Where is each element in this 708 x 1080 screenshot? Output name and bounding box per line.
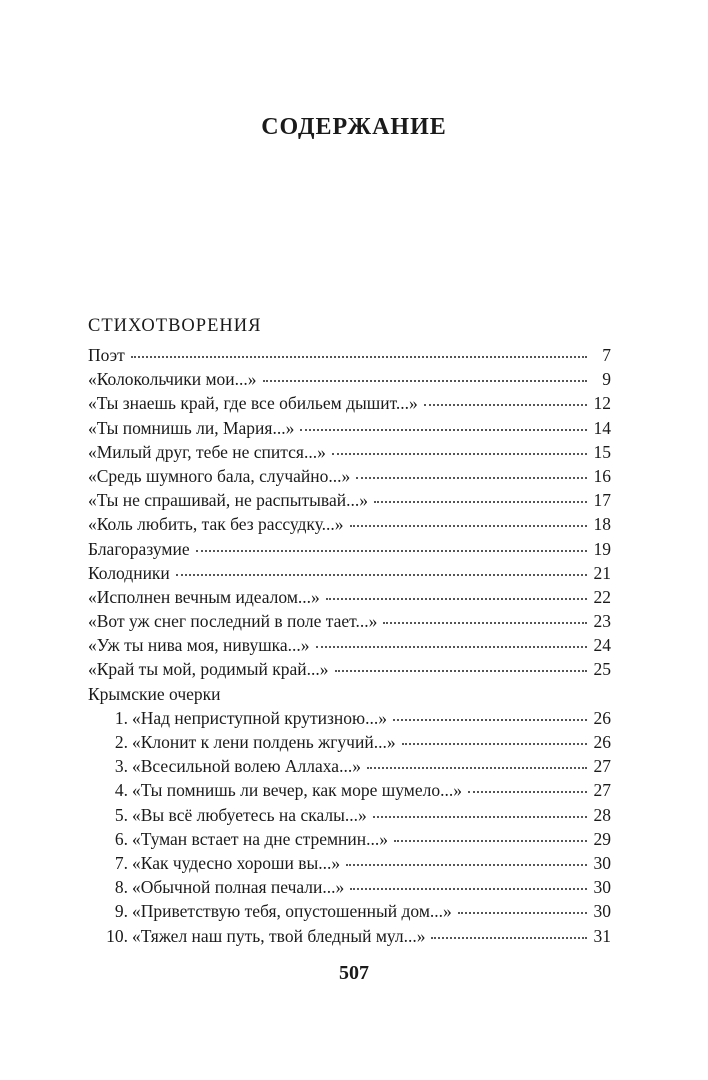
- dot-leader: [326, 597, 587, 600]
- toc-entry-title: «Ты помнишь ли, Мария...»: [88, 417, 295, 438]
- toc-sub-entry-number: 7.: [114, 852, 128, 873]
- toc-entry-title: «Вот уж снег последний в поле тает...»: [88, 611, 378, 632]
- dot-leader: [402, 742, 587, 745]
- section-heading: СТИХОТВОРЕНИЯ: [88, 316, 262, 336]
- toc-sub-entry-number: 1.: [114, 707, 128, 728]
- toc-entry-page: 16: [593, 465, 611, 486]
- dot-leader: [300, 428, 587, 431]
- toc-sub-entry: [88, 827, 611, 851]
- dot-leader: [374, 500, 587, 503]
- toc-entry: [88, 609, 611, 633]
- toc-entry-page: 24: [593, 635, 611, 656]
- toc-entry-title: «Колокольчики мои...»: [88, 369, 257, 390]
- toc-entry: [88, 561, 611, 585]
- dot-leader: [394, 839, 587, 842]
- toc-sub-entry-title: «Клонит к лени полдень жгучий...»: [132, 732, 396, 752]
- toc-entry: [88, 416, 611, 440]
- dot-leader: [424, 403, 587, 406]
- toc-entry: [88, 343, 611, 367]
- toc-entry: [88, 537, 611, 561]
- toc-entry-page: 21: [593, 562, 611, 583]
- toc-entry: [88, 585, 611, 609]
- toc-sub-entry-number: 4.: [114, 780, 128, 801]
- toc-entry-page: 17: [593, 490, 611, 511]
- toc-entry: [88, 488, 611, 512]
- toc-entry-page: 14: [593, 417, 611, 438]
- dot-leader: [263, 379, 587, 382]
- dot-leader: [393, 718, 587, 721]
- table-of-contents: [88, 343, 611, 948]
- toc-entry-page: 22: [593, 586, 611, 607]
- toc-sub-entry-number: 9.: [114, 901, 128, 922]
- toc-sub-entry: [88, 706, 611, 730]
- toc-entry-title: «Край ты мой, родимый край...»: [88, 659, 329, 680]
- toc-sub-entry-number: 2.: [114, 732, 128, 752]
- toc-entry-title: «Уж ты нива моя, нивушка...»: [88, 635, 310, 656]
- toc-sub-entry-title: «Над неприступной крутизною...»: [132, 707, 387, 728]
- toc-entry: [88, 633, 611, 657]
- dot-leader: [373, 815, 587, 818]
- toc-sub-entry-page: 31: [593, 925, 611, 946]
- toc-entry-title: Поэт: [88, 345, 125, 365]
- toc-sub-entry-page: 30: [593, 901, 611, 922]
- dot-leader: [335, 669, 588, 672]
- dot-leader: [350, 887, 587, 890]
- dot-leader: [350, 524, 587, 527]
- toc-entry-title: «Ты не спрашивай, не распытывай...»: [88, 490, 368, 511]
- toc-sub-entry-number: 8.: [114, 877, 128, 898]
- toc-sub-entry-title: «Как чудесно хороши вы...»: [132, 852, 341, 873]
- toc-entry-page: 19: [593, 538, 611, 559]
- toc-entry-page: 12: [593, 393, 611, 414]
- toc-subheading-title: Крымские очерки: [88, 683, 221, 704]
- toc-entry-page: 23: [593, 611, 611, 632]
- dot-leader: [458, 911, 587, 914]
- page-title: СОДЕРЖАНИЕ: [261, 114, 447, 140]
- toc-sub-entry-number: 10.: [106, 925, 128, 946]
- toc-entry: [88, 440, 611, 464]
- toc-entry-page: 15: [593, 441, 611, 462]
- toc-sub-entry-number: 5.: [114, 804, 128, 825]
- dot-leader: [356, 476, 587, 479]
- toc-sub-entry-page: 29: [593, 828, 611, 849]
- toc-entry-page: 18: [593, 514, 611, 535]
- toc-entry-title: Колодники: [88, 562, 170, 583]
- toc-sub-entry: [88, 778, 611, 802]
- toc-sub-entry-title: «Вы всё любуетесь на скалы...»: [132, 804, 367, 825]
- toc-entry-title: «Ты знаешь край, где все обильем дышит...»: [88, 393, 418, 414]
- dot-leader: [367, 766, 587, 769]
- toc-entry-page: 9: [602, 369, 611, 390]
- toc-sub-entry-page: 30: [593, 852, 611, 873]
- toc-sub-entry-number: 3.: [114, 756, 128, 777]
- dot-leader: [468, 790, 587, 793]
- toc-sub-entry-page: 27: [593, 756, 611, 777]
- toc-sub-entry-title: «Ты помнишь ли вечер, как море шумело...»: [132, 780, 462, 801]
- dot-leader: [383, 621, 587, 624]
- toc-sub-entry-title: «Всесильной волею Аллаха...»: [132, 756, 361, 777]
- toc-entry: [88, 657, 611, 681]
- toc-sub-entry-title: «Обычной полная печали...»: [132, 877, 345, 898]
- toc-entry-page: 25: [593, 659, 611, 680]
- toc-sub-entry-title: «Тяжел наш путь, твой бледный мул...»: [132, 925, 426, 946]
- toc-subheading: [88, 682, 611, 706]
- toc-sub-entry-page: 26: [593, 732, 611, 752]
- dot-leader: [346, 863, 587, 866]
- toc-entry: [88, 464, 611, 488]
- dot-leader: [131, 355, 587, 358]
- toc-entry-title: «Средь шумного бала, случайно...»: [88, 465, 351, 486]
- toc-sub-entry-title: «Туман встает на дне стремнин...»: [132, 828, 389, 849]
- page-number: 507: [339, 962, 369, 984]
- toc-sub-entry-title: «Приветствую тебя, опустошенный дом...»: [132, 901, 452, 922]
- toc-sub-entry: [88, 803, 611, 827]
- toc-sub-entry-page: 28: [593, 804, 611, 825]
- toc-entry-title: «Коль любить, так без рассудку...»: [88, 514, 344, 535]
- dot-leader: [332, 452, 587, 455]
- dot-leader: [431, 936, 587, 939]
- toc-sub-entry: [88, 851, 611, 875]
- toc-entry-title: «Милый друг, тебе не спится...»: [88, 441, 326, 462]
- toc-entry: [88, 512, 611, 536]
- toc-sub-entry: [88, 875, 611, 899]
- toc-sub-entry: [88, 754, 611, 778]
- toc-sub-entry-page: 30: [593, 877, 611, 898]
- toc-entry-title: «Исполнен вечным идеалом...»: [88, 586, 320, 607]
- toc-sub-entry: [88, 924, 611, 948]
- toc-sub-entry-number: 6.: [114, 828, 128, 849]
- toc-entry-title: Благоразумие: [88, 538, 190, 559]
- toc-sub-entry: [88, 730, 611, 754]
- toc-sub-entry-page: 26: [593, 707, 611, 728]
- toc-sub-entry: [88, 899, 611, 923]
- dot-leader: [316, 645, 587, 648]
- dot-leader: [196, 549, 587, 552]
- toc-entry: [88, 391, 611, 415]
- dot-leader: [176, 573, 587, 576]
- toc-entry: [88, 367, 611, 391]
- toc-sub-entry-page: 27: [593, 780, 611, 801]
- toc-entry-page: 7: [602, 345, 611, 365]
